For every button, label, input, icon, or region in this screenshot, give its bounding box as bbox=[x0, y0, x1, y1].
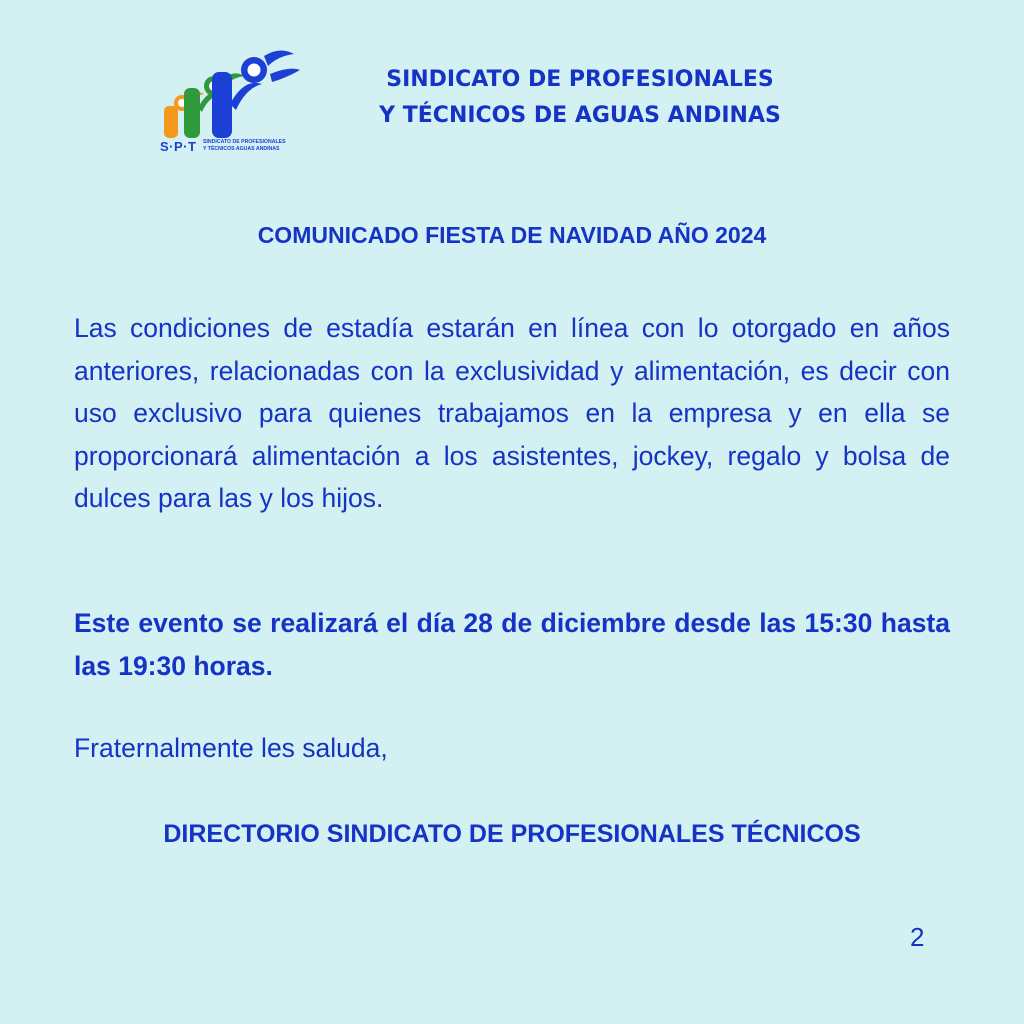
organization-title-line-1: SINDICATO DE PROFESIONALES bbox=[386, 67, 774, 92]
closing-greeting: Fraternalmente les saluda, bbox=[74, 733, 388, 763]
organization-title-line-2: Y TÉCNICOS DE AGUAS ANDINAS bbox=[379, 103, 781, 128]
spt-logo bbox=[158, 48, 308, 166]
organization-title bbox=[330, 62, 830, 134]
body-paragraph: Las condiciones de estadía estarán en línea con lo otorgado en años anteriores, relacionadas con la exclusividad y alimentación, es decir con uso exclusivo para quienes trabajamos en la empresa y en ella se proporcionará alimentación a los asistentes, jockey, regalo y bolsa de dulces para las y los hijos. bbox=[74, 313, 950, 513]
spt-logo-icon bbox=[158, 48, 308, 140]
signature: DIRECTORIO SINDICATO DE PROFESIONALES TÉCNICOS bbox=[163, 820, 861, 848]
event-paragraph: Este evento se realizará el día 28 de diciembre desde las 15:30 hasta las 19:30 horas. bbox=[74, 608, 950, 681]
logo-subtitle-line-1: SINDICATO DE PROFESIONALES bbox=[203, 139, 286, 145]
logo-subtitle-line-2: Y TÉCNICOS AGUAS ANDINAS bbox=[203, 145, 280, 152]
page-number: 2 bbox=[910, 922, 925, 952]
logo-subtitle bbox=[203, 139, 286, 152]
document-headline: COMUNICADO FIESTA DE NAVIDAD AÑO 2024 bbox=[257, 222, 767, 248]
logo-abbreviation: S·P·T bbox=[160, 139, 197, 154]
